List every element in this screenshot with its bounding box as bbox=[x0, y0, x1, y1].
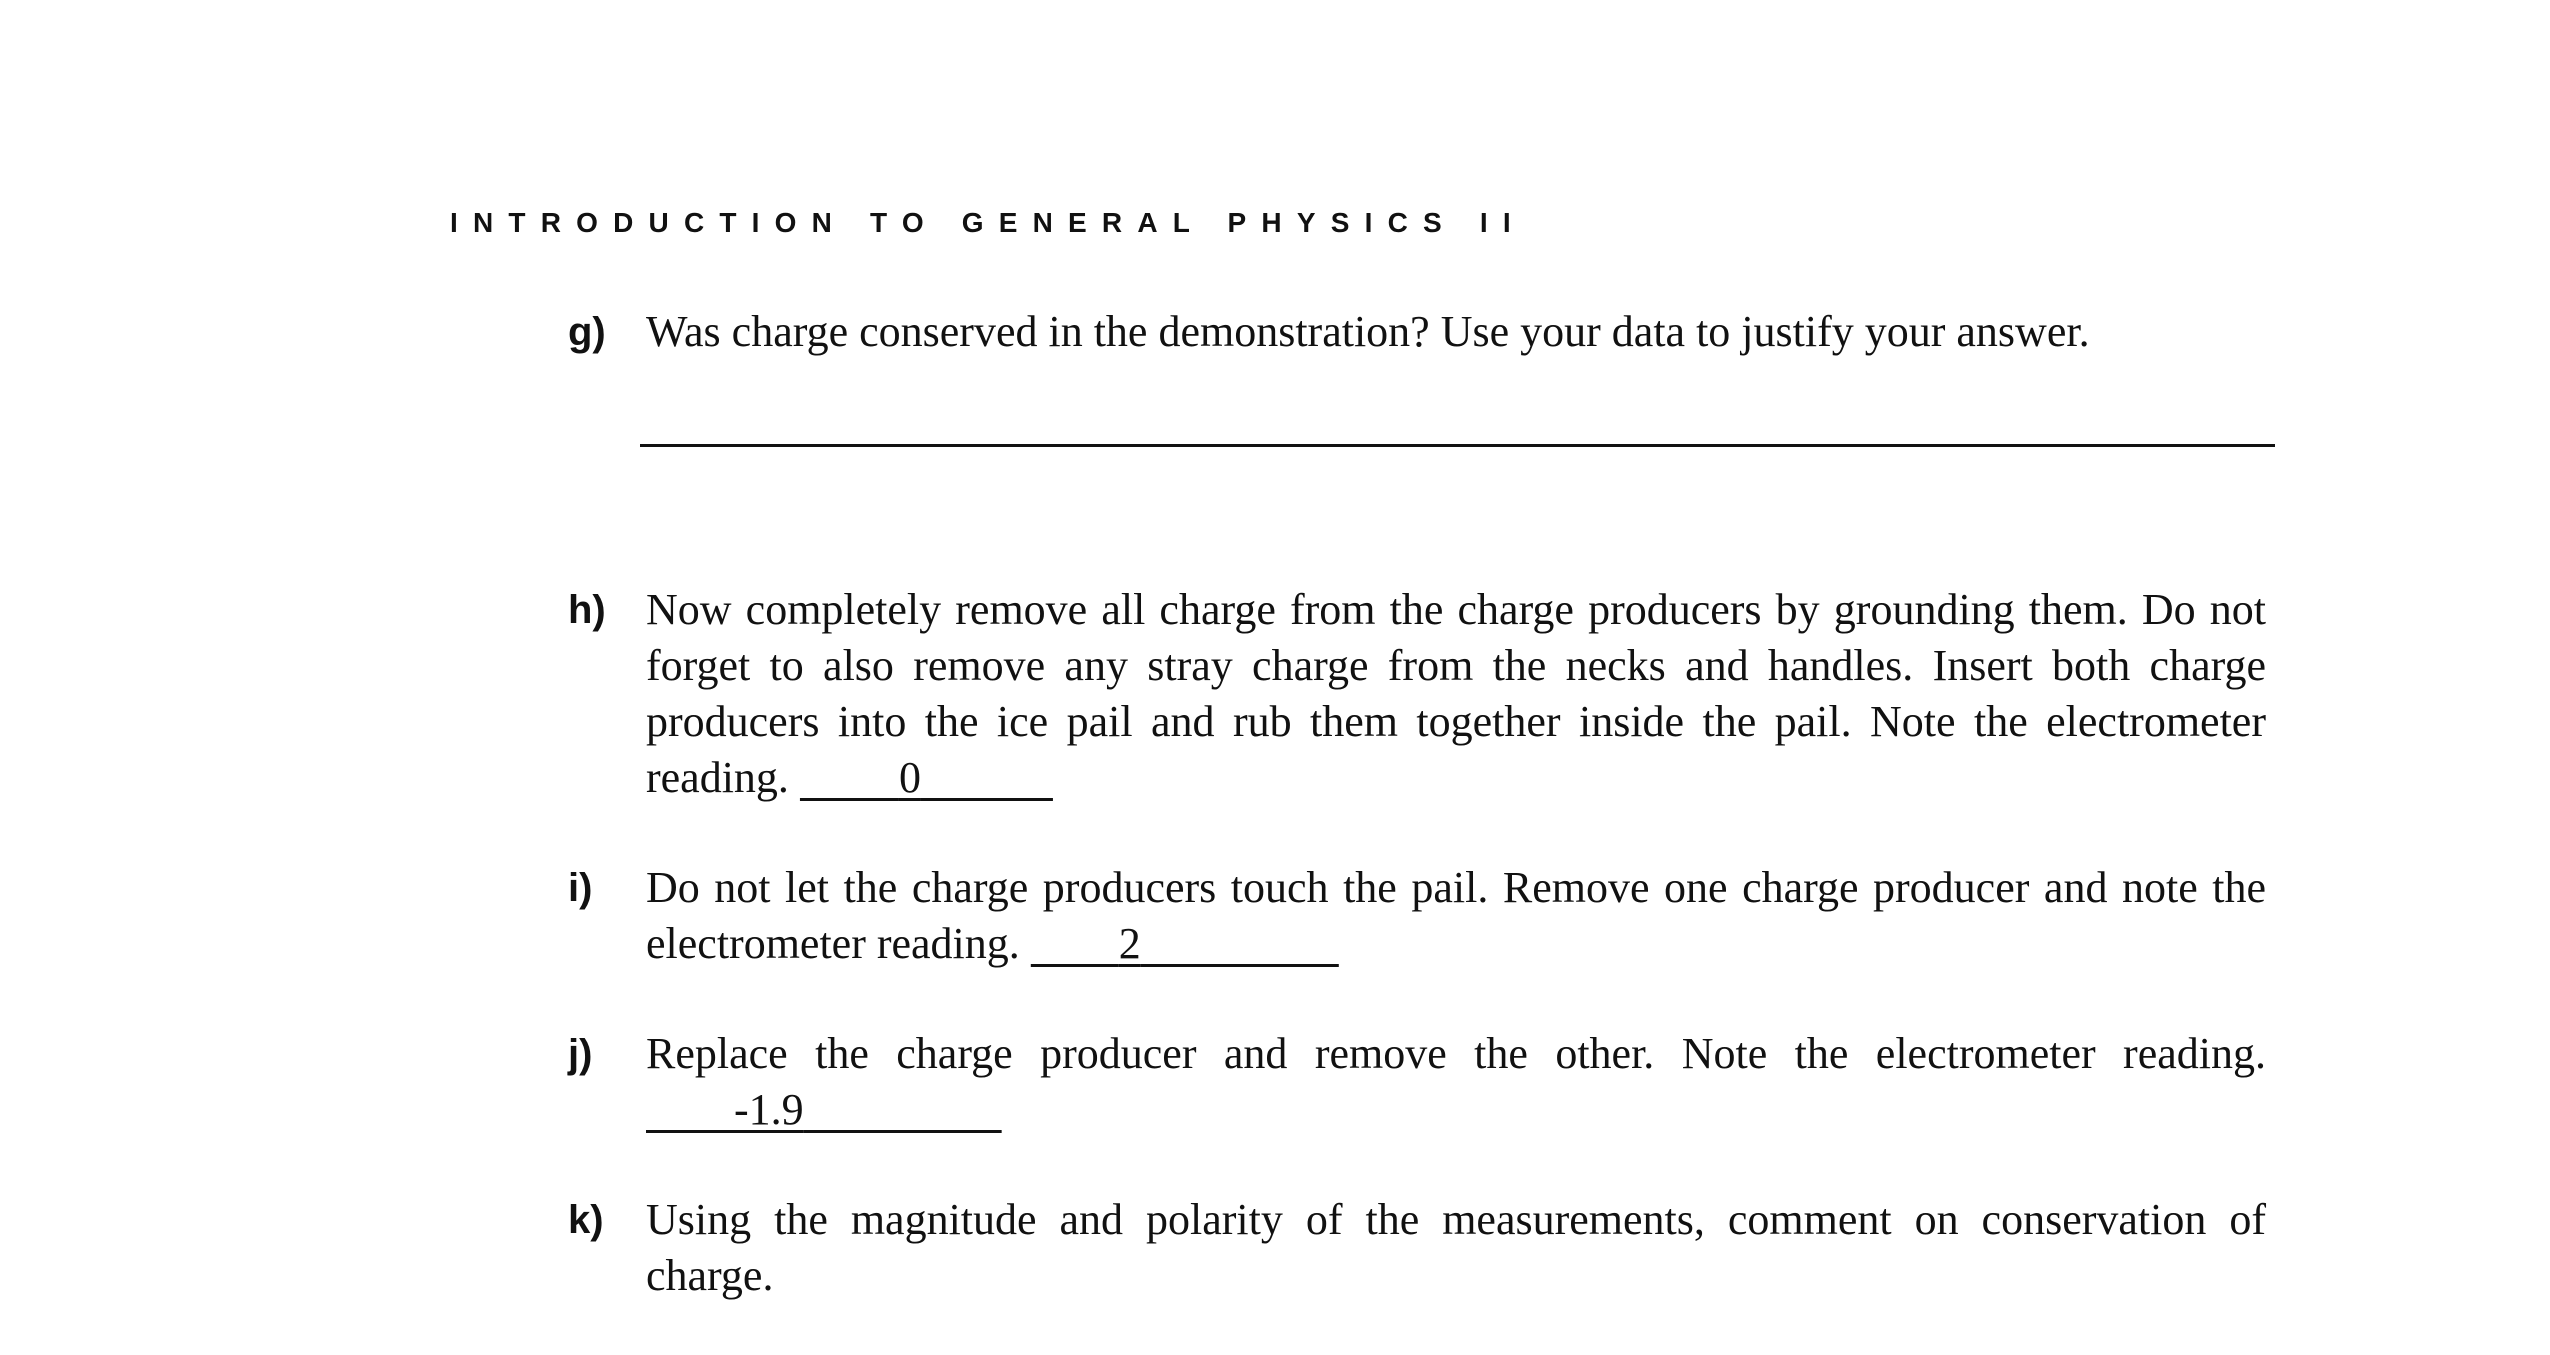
question-j-body bbox=[646, 1026, 2266, 1138]
question-j-text: Replace the charge producer and remove the other. Note the electrometer reading. bbox=[646, 1029, 2266, 1078]
question-g-label: g) bbox=[568, 310, 606, 354]
question-g-answer-line[interactable] bbox=[640, 444, 2275, 447]
question-h-text: Now completely remove all charge from the charge producers by grounding them. Do not forget to also remove any stray charge from the necks and handles. Insert both charge producers into the ice pail and rub them together inside the pail. Note the electrometer reading. bbox=[646, 585, 2266, 802]
question-h-answer-blank[interactable] bbox=[800, 753, 1053, 802]
question-g-text: Was charge conserved in the demonstration? Use your data to justify your answer. bbox=[646, 307, 2090, 356]
question-j-label: j) bbox=[568, 1032, 593, 1076]
question-i-text: Do not let the charge producers touch the pail. Remove one charge producer and note the electrometer reading. bbox=[646, 863, 2266, 968]
question-j-answer-blank[interactable] bbox=[646, 1085, 1002, 1134]
question-i-label: i) bbox=[568, 866, 593, 910]
question-k-label: k) bbox=[568, 1198, 604, 1242]
question-i-body bbox=[646, 860, 2266, 972]
question-k-text: Using the magnitude and polarity of the measurements, comment on conservation of charge. bbox=[646, 1195, 2266, 1300]
question-h-label: h) bbox=[568, 588, 606, 632]
question-h-answer: 0 bbox=[898, 753, 921, 802]
question-i-answer-blank[interactable] bbox=[1031, 919, 1339, 968]
page-header: INTRODUCTION TO GENERAL PHYSICS II bbox=[450, 207, 1526, 238]
question-j-answer: -1.9 bbox=[734, 1085, 804, 1134]
question-h-body bbox=[646, 582, 2266, 806]
question-i-answer: 2 bbox=[1118, 919, 1141, 968]
